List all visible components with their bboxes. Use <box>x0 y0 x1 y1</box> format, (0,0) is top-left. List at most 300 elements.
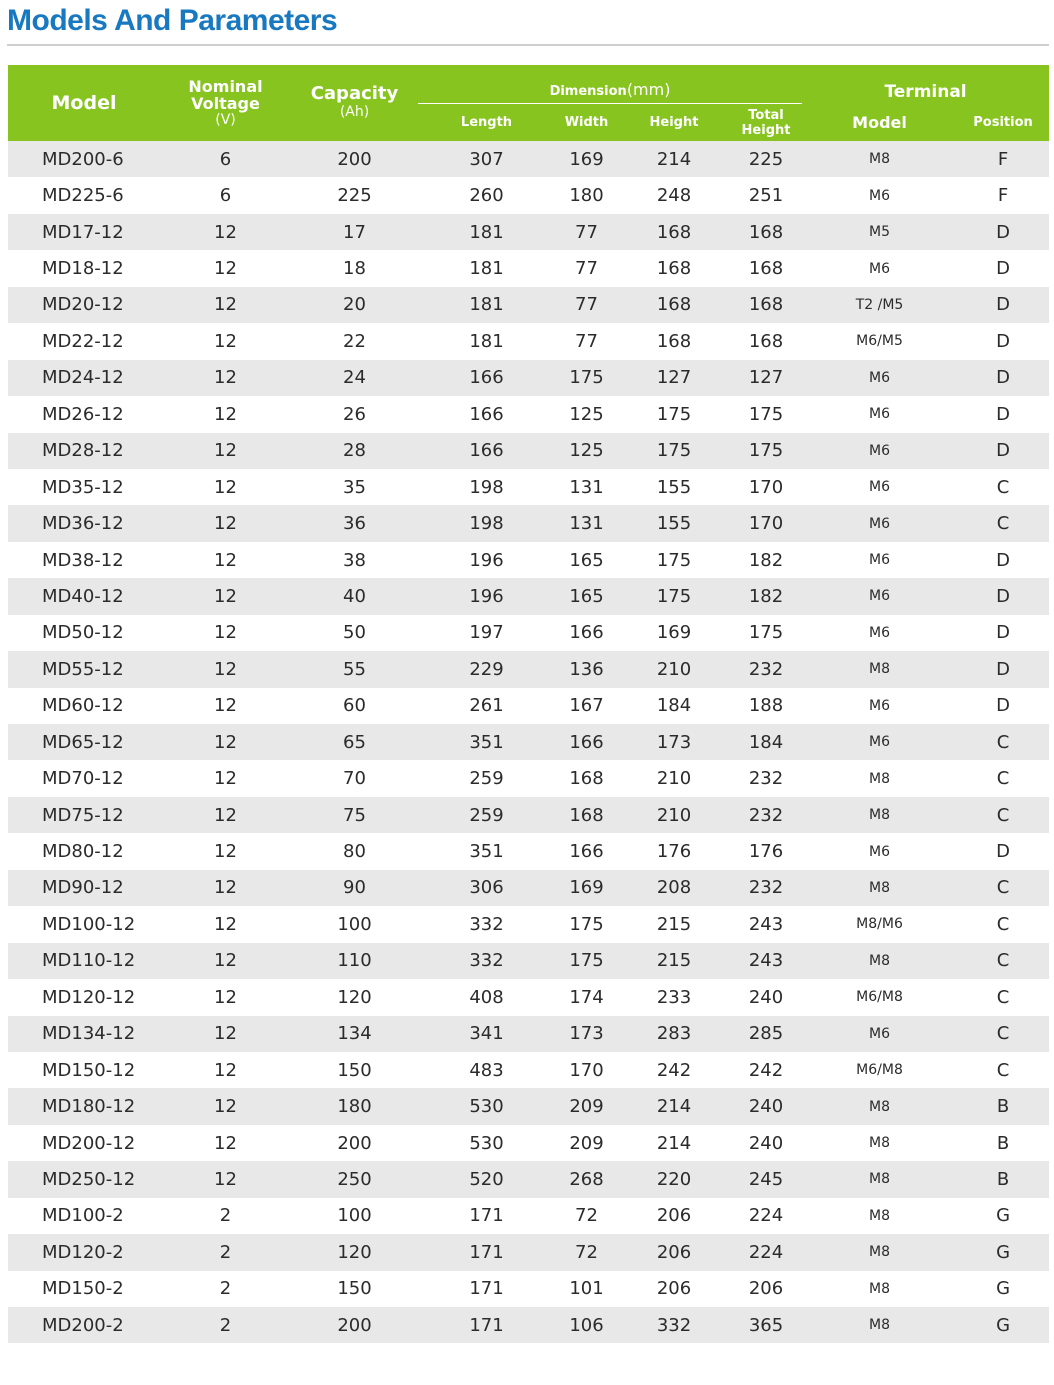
cell-capacity: 225 <box>291 177 418 213</box>
cell-voltage: 12 <box>160 688 291 724</box>
cell-length: 520 <box>418 1161 555 1197</box>
cell-model: MD55-12 <box>8 651 160 687</box>
cell-capacity: 120 <box>291 1234 418 1270</box>
table-row <box>8 797 1049 833</box>
table-row <box>8 433 1049 469</box>
cell-capacity: 50 <box>291 615 418 651</box>
cell-total-height: 127 <box>730 360 802 396</box>
cell-width: 125 <box>555 396 618 432</box>
cell-model: MD80-12 <box>8 833 160 869</box>
cell-total-height: 232 <box>730 797 802 833</box>
cell-total-height: 182 <box>730 542 802 578</box>
cell-voltage: 2 <box>160 1271 291 1307</box>
cell-terminal-position: D <box>957 214 1049 250</box>
cell-model: MD250-12 <box>8 1161 160 1197</box>
cell-total-height: 285 <box>730 1016 802 1052</box>
cell-total-height: 232 <box>730 870 802 906</box>
cell-terminal-model: M6/M8 <box>802 1052 957 1088</box>
cell-width: 180 <box>555 177 618 213</box>
table-row <box>8 141 1049 177</box>
cell-capacity: 200 <box>291 141 418 177</box>
cell-height: 155 <box>618 505 730 541</box>
cell-total-height: 206 <box>730 1271 802 1307</box>
cell-terminal-model: M8 <box>802 1271 957 1307</box>
cell-length: 259 <box>418 760 555 796</box>
cell-capacity: 80 <box>291 833 418 869</box>
table-row <box>8 396 1049 432</box>
cell-total-height: 243 <box>730 906 802 942</box>
page-title: Models And Parameters <box>7 4 338 37</box>
cell-terminal-position: B <box>957 1125 1049 1161</box>
cell-terminal-position: D <box>957 287 1049 323</box>
parameters-table-container <box>8 65 1049 1343</box>
cell-voltage: 12 <box>160 760 291 796</box>
cell-capacity: 38 <box>291 542 418 578</box>
table-row <box>8 469 1049 505</box>
cell-length: 181 <box>418 250 555 286</box>
cell-voltage: 12 <box>160 433 291 469</box>
cell-width: 170 <box>555 1052 618 1088</box>
cell-height: 208 <box>618 870 730 906</box>
cell-voltage: 12 <box>160 615 291 651</box>
table-row <box>8 1016 1049 1052</box>
cell-capacity: 26 <box>291 396 418 432</box>
cell-terminal-model: M8 <box>802 760 957 796</box>
cell-terminal-model: M6 <box>802 396 957 432</box>
cell-terminal-position: C <box>957 797 1049 833</box>
cell-capacity: 200 <box>291 1307 418 1343</box>
cell-length: 341 <box>418 1016 555 1052</box>
cell-model: MD36-12 <box>8 505 160 541</box>
cell-capacity: 134 <box>291 1016 418 1052</box>
cell-capacity: 75 <box>291 797 418 833</box>
header-model: Model <box>8 65 160 141</box>
cell-terminal-model: M8 <box>802 870 957 906</box>
cell-width: 175 <box>555 943 618 979</box>
cell-length: 196 <box>418 542 555 578</box>
table-row <box>8 1234 1049 1270</box>
cell-model: MD24-12 <box>8 360 160 396</box>
table-row <box>8 906 1049 942</box>
cell-terminal-position: D <box>957 833 1049 869</box>
cell-voltage: 12 <box>160 250 291 286</box>
cell-terminal-model: M8/M6 <box>802 906 957 942</box>
cell-terminal-model: M6/M5 <box>802 323 957 359</box>
cell-voltage: 12 <box>160 360 291 396</box>
cell-terminal-position: C <box>957 1052 1049 1088</box>
cell-capacity: 24 <box>291 360 418 396</box>
cell-length: 171 <box>418 1271 555 1307</box>
cell-terminal-position: C <box>957 906 1049 942</box>
cell-model: MD28-12 <box>8 433 160 469</box>
cell-model: MD110-12 <box>8 943 160 979</box>
cell-terminal-position: D <box>957 433 1049 469</box>
cell-capacity: 100 <box>291 906 418 942</box>
cell-terminal-model: M6 <box>802 615 957 651</box>
cell-total-height: 175 <box>730 433 802 469</box>
table-row <box>8 1307 1049 1343</box>
cell-width: 72 <box>555 1198 618 1234</box>
cell-voltage: 12 <box>160 1125 291 1161</box>
cell-height: 155 <box>618 469 730 505</box>
cell-terminal-position: C <box>957 505 1049 541</box>
table-row <box>8 651 1049 687</box>
cell-voltage: 12 <box>160 1016 291 1052</box>
cell-total-height: 168 <box>730 250 802 286</box>
cell-total-height: 175 <box>730 615 802 651</box>
cell-length: 181 <box>418 287 555 323</box>
table-row <box>8 578 1049 614</box>
table-row <box>8 833 1049 869</box>
cell-height: 332 <box>618 1307 730 1343</box>
header-terminal-position: Position <box>957 104 1049 142</box>
cell-width: 175 <box>555 906 618 942</box>
cell-model: MD38-12 <box>8 542 160 578</box>
cell-terminal-model: M6 <box>802 505 957 541</box>
table-row <box>8 505 1049 541</box>
cell-height: 206 <box>618 1271 730 1307</box>
cell-terminal-model: M8 <box>802 1125 957 1161</box>
cell-capacity: 35 <box>291 469 418 505</box>
header-terminal-model: Model <box>802 104 957 142</box>
cell-model: MD50-12 <box>8 615 160 651</box>
cell-voltage: 12 <box>160 542 291 578</box>
cell-model: MD65-12 <box>8 724 160 760</box>
cell-voltage: 12 <box>160 724 291 760</box>
header-nominal-voltage: Nominal Voltage (V) <box>160 65 291 141</box>
cell-capacity: 17 <box>291 214 418 250</box>
header-height: Height <box>618 104 730 142</box>
cell-model: MD180-12 <box>8 1088 160 1124</box>
cell-length: 259 <box>418 797 555 833</box>
cell-model: MD35-12 <box>8 469 160 505</box>
cell-width: 174 <box>555 979 618 1015</box>
cell-terminal-position: B <box>957 1161 1049 1197</box>
cell-length: 351 <box>418 833 555 869</box>
cell-voltage: 2 <box>160 1234 291 1270</box>
cell-terminal-model: M8 <box>802 141 957 177</box>
cell-height: 283 <box>618 1016 730 1052</box>
header-capacity: Capacity (Ah) <box>291 65 418 141</box>
cell-capacity: 18 <box>291 250 418 286</box>
cell-width: 72 <box>555 1234 618 1270</box>
cell-terminal-position: G <box>957 1234 1049 1270</box>
cell-total-height: 240 <box>730 1088 802 1124</box>
cell-width: 173 <box>555 1016 618 1052</box>
cell-terminal-model: M6 <box>802 833 957 869</box>
cell-terminal-position: G <box>957 1198 1049 1234</box>
cell-height: 169 <box>618 615 730 651</box>
cell-total-height: 175 <box>730 396 802 432</box>
cell-voltage: 12 <box>160 1161 291 1197</box>
cell-terminal-position: C <box>957 760 1049 796</box>
cell-terminal-position: D <box>957 323 1049 359</box>
cell-length: 196 <box>418 578 555 614</box>
cell-model: MD200-12 <box>8 1125 160 1161</box>
cell-height: 210 <box>618 797 730 833</box>
cell-capacity: 60 <box>291 688 418 724</box>
cell-height: 127 <box>618 360 730 396</box>
cell-height: 248 <box>618 177 730 213</box>
cell-length: 198 <box>418 505 555 541</box>
cell-width: 101 <box>555 1271 618 1307</box>
cell-total-height: 240 <box>730 979 802 1015</box>
cell-width: 166 <box>555 615 618 651</box>
cell-height: 215 <box>618 906 730 942</box>
cell-capacity: 250 <box>291 1161 418 1197</box>
cell-length: 483 <box>418 1052 555 1088</box>
cell-terminal-position: D <box>957 688 1049 724</box>
cell-model: MD90-12 <box>8 870 160 906</box>
cell-voltage: 12 <box>160 797 291 833</box>
cell-capacity: 100 <box>291 1198 418 1234</box>
cell-terminal-model: M6 <box>802 578 957 614</box>
cell-capacity: 65 <box>291 724 418 760</box>
cell-model: MD60-12 <box>8 688 160 724</box>
cell-model: MD100-2 <box>8 1198 160 1234</box>
cell-terminal-position: D <box>957 360 1049 396</box>
cell-length: 166 <box>418 396 555 432</box>
header-width: Width <box>555 104 618 142</box>
cell-total-height: 242 <box>730 1052 802 1088</box>
cell-length: 229 <box>418 651 555 687</box>
cell-voltage: 12 <box>160 979 291 1015</box>
cell-model: MD150-12 <box>8 1052 160 1088</box>
cell-height: 214 <box>618 1088 730 1124</box>
cell-model: MD120-2 <box>8 1234 160 1270</box>
cell-terminal-position: C <box>957 469 1049 505</box>
table-row <box>8 943 1049 979</box>
cell-width: 168 <box>555 760 618 796</box>
cell-length: 181 <box>418 323 555 359</box>
cell-length: 332 <box>418 943 555 979</box>
cell-terminal-model: M8 <box>802 943 957 979</box>
cell-voltage: 12 <box>160 214 291 250</box>
cell-length: 260 <box>418 177 555 213</box>
cell-width: 77 <box>555 250 618 286</box>
cell-height: 175 <box>618 433 730 469</box>
cell-capacity: 55 <box>291 651 418 687</box>
cell-model: MD26-12 <box>8 396 160 432</box>
cell-terminal-position: C <box>957 870 1049 906</box>
cell-width: 167 <box>555 688 618 724</box>
cell-model: MD22-12 <box>8 323 160 359</box>
cell-capacity: 180 <box>291 1088 418 1124</box>
cell-terminal-model: M6/M8 <box>802 979 957 1015</box>
cell-height: 173 <box>618 724 730 760</box>
table-row <box>8 688 1049 724</box>
cell-width: 166 <box>555 833 618 869</box>
cell-terminal-position: C <box>957 724 1049 760</box>
cell-voltage: 12 <box>160 323 291 359</box>
cell-voltage: 2 <box>160 1198 291 1234</box>
cell-length: 408 <box>418 979 555 1015</box>
cell-height: 210 <box>618 651 730 687</box>
cell-voltage: 2 <box>160 1307 291 1343</box>
cell-terminal-position: D <box>957 396 1049 432</box>
cell-model: MD70-12 <box>8 760 160 796</box>
cell-length: 166 <box>418 433 555 469</box>
cell-terminal-model: M6 <box>802 177 957 213</box>
cell-height: 220 <box>618 1161 730 1197</box>
cell-width: 77 <box>555 287 618 323</box>
cell-voltage: 12 <box>160 287 291 323</box>
cell-voltage: 12 <box>160 505 291 541</box>
cell-capacity: 22 <box>291 323 418 359</box>
cell-total-height: 168 <box>730 323 802 359</box>
cell-capacity: 150 <box>291 1271 418 1307</box>
header-capacity-unit: (Ah) <box>339 104 370 120</box>
cell-model: MD20-12 <box>8 287 160 323</box>
header-dimension: Dimension(mm) <box>418 65 802 104</box>
cell-total-height: 224 <box>730 1198 802 1234</box>
cell-terminal-position: C <box>957 1016 1049 1052</box>
cell-terminal-model: M6 <box>802 360 957 396</box>
table-row <box>8 1271 1049 1307</box>
cell-terminal-model: M8 <box>802 651 957 687</box>
table-row <box>8 177 1049 213</box>
cell-capacity: 36 <box>291 505 418 541</box>
cell-width: 136 <box>555 651 618 687</box>
cell-width: 125 <box>555 433 618 469</box>
table-row <box>8 724 1049 760</box>
cell-terminal-model: M6 <box>802 250 957 286</box>
cell-height: 175 <box>618 578 730 614</box>
cell-voltage: 12 <box>160 396 291 432</box>
cell-voltage: 12 <box>160 906 291 942</box>
cell-length: 166 <box>418 360 555 396</box>
cell-width: 169 <box>555 870 618 906</box>
cell-width: 175 <box>555 360 618 396</box>
cell-width: 209 <box>555 1088 618 1124</box>
cell-width: 165 <box>555 542 618 578</box>
cell-height: 233 <box>618 979 730 1015</box>
cell-model: MD225-6 <box>8 177 160 213</box>
title-divider <box>7 44 1049 46</box>
cell-height: 206 <box>618 1234 730 1270</box>
cell-terminal-position: D <box>957 615 1049 651</box>
cell-height: 168 <box>618 214 730 250</box>
cell-terminal-model: M5 <box>802 214 957 250</box>
cell-voltage: 6 <box>160 141 291 177</box>
cell-model: MD100-12 <box>8 906 160 942</box>
table-row <box>8 250 1049 286</box>
cell-capacity: 20 <box>291 287 418 323</box>
cell-length: 351 <box>418 724 555 760</box>
cell-length: 171 <box>418 1198 555 1234</box>
header-total-height: Total Height <box>730 104 802 142</box>
cell-length: 530 <box>418 1088 555 1124</box>
cell-total-height: 184 <box>730 724 802 760</box>
table-row <box>8 870 1049 906</box>
cell-capacity: 150 <box>291 1052 418 1088</box>
cell-length: 197 <box>418 615 555 651</box>
cell-height: 214 <box>618 1125 730 1161</box>
cell-voltage: 12 <box>160 651 291 687</box>
cell-model: MD200-6 <box>8 141 160 177</box>
cell-length: 530 <box>418 1125 555 1161</box>
cell-voltage: 12 <box>160 870 291 906</box>
cell-height: 176 <box>618 833 730 869</box>
cell-length: 261 <box>418 688 555 724</box>
cell-terminal-model: M6 <box>802 688 957 724</box>
cell-model: MD40-12 <box>8 578 160 614</box>
cell-terminal-model: M8 <box>802 1234 957 1270</box>
cell-capacity: 28 <box>291 433 418 469</box>
cell-terminal-model: T2 /M5 <box>802 287 957 323</box>
table-row <box>8 1052 1049 1088</box>
table-row <box>8 360 1049 396</box>
cell-model: MD18-12 <box>8 250 160 286</box>
cell-width: 166 <box>555 724 618 760</box>
header-length: Length <box>418 104 555 142</box>
cell-terminal-position: C <box>957 979 1049 1015</box>
cell-width: 165 <box>555 578 618 614</box>
cell-capacity: 110 <box>291 943 418 979</box>
table-row <box>8 1161 1049 1197</box>
cell-height: 175 <box>618 396 730 432</box>
cell-model: MD200-2 <box>8 1307 160 1343</box>
table-row <box>8 615 1049 651</box>
cell-terminal-model: M8 <box>802 797 957 833</box>
cell-height: 168 <box>618 250 730 286</box>
cell-width: 131 <box>555 469 618 505</box>
cell-total-height: 245 <box>730 1161 802 1197</box>
cell-width: 169 <box>555 141 618 177</box>
cell-voltage: 12 <box>160 578 291 614</box>
cell-terminal-model: M8 <box>802 1198 957 1234</box>
table-row <box>8 214 1049 250</box>
cell-width: 106 <box>555 1307 618 1343</box>
cell-height: 215 <box>618 943 730 979</box>
cell-voltage: 12 <box>160 943 291 979</box>
table-header <box>8 65 1049 141</box>
cell-voltage: 12 <box>160 833 291 869</box>
table-row <box>8 1125 1049 1161</box>
cell-total-height: 168 <box>730 287 802 323</box>
cell-total-height: 225 <box>730 141 802 177</box>
cell-length: 181 <box>418 214 555 250</box>
cell-terminal-position: F <box>957 141 1049 177</box>
cell-voltage: 6 <box>160 177 291 213</box>
table-row <box>8 1088 1049 1124</box>
cell-terminal-position: D <box>957 578 1049 614</box>
cell-height: 168 <box>618 323 730 359</box>
cell-height: 206 <box>618 1198 730 1234</box>
cell-terminal-model: M6 <box>802 433 957 469</box>
cell-terminal-position: C <box>957 943 1049 979</box>
cell-voltage: 12 <box>160 1052 291 1088</box>
parameters-table <box>8 65 1049 1343</box>
cell-terminal-model: M8 <box>802 1088 957 1124</box>
cell-total-height: 240 <box>730 1125 802 1161</box>
cell-terminal-model: M8 <box>802 1307 957 1343</box>
cell-capacity: 70 <box>291 760 418 796</box>
cell-terminal-model: M6 <box>802 724 957 760</box>
cell-total-height: 243 <box>730 943 802 979</box>
cell-terminal-position: D <box>957 651 1049 687</box>
header-voltage-unit: (V) <box>215 111 236 128</box>
cell-width: 168 <box>555 797 618 833</box>
cell-height: 210 <box>618 760 730 796</box>
cell-total-height: 224 <box>730 1234 802 1270</box>
cell-terminal-position: F <box>957 177 1049 213</box>
table-row <box>8 979 1049 1015</box>
header-dimension-unit: (mm) <box>626 80 671 99</box>
cell-total-height: 251 <box>730 177 802 213</box>
table-row <box>8 1198 1049 1234</box>
cell-total-height: 168 <box>730 214 802 250</box>
